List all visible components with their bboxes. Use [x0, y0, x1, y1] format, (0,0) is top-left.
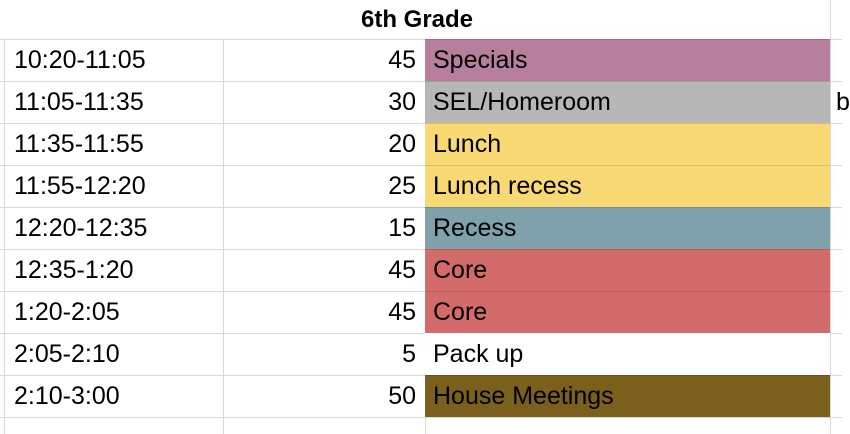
- time-cell[interactable]: 1:20-2:05: [14, 297, 120, 326]
- activity-cell[interactable]: Specials: [425, 39, 830, 81]
- overflow-cell-text[interactable]: b: [836, 87, 850, 116]
- minutes-cell[interactable]: 45: [388, 297, 416, 326]
- time-cell[interactable]: 12:20-12:35: [14, 213, 148, 242]
- table-row: [0, 81, 850, 123]
- minutes-cell[interactable]: 5: [402, 339, 416, 368]
- time-cell[interactable]: 2:05-2:10: [14, 339, 120, 368]
- table-row: [0, 39, 842, 81]
- minutes-cell[interactable]: 20: [388, 129, 416, 158]
- time-cell[interactable]: 10:20-11:05: [14, 45, 146, 74]
- activity-cell[interactable]: SEL/Homeroom: [425, 81, 830, 123]
- minutes-cell[interactable]: 15: [388, 213, 416, 242]
- table-row: [0, 165, 842, 207]
- activity-cell[interactable]: Core: [425, 291, 830, 333]
- time-cell[interactable]: 11:35-11:55: [14, 129, 144, 158]
- table-row: [0, 123, 842, 165]
- header-cell-6th-grade[interactable]: 6th Grade: [4, 0, 830, 39]
- minutes-cell[interactable]: 25: [388, 171, 416, 200]
- activity-cell[interactable]: Lunch recess: [425, 165, 830, 207]
- minutes-cell[interactable]: 45: [388, 255, 416, 284]
- time-cell[interactable]: 11:05-11:35: [14, 87, 144, 116]
- activity-cell[interactable]: Lunch: [425, 123, 830, 165]
- table-row: [0, 375, 842, 417]
- table-row: [0, 249, 842, 291]
- time-cell[interactable]: 11:55-12:20: [14, 171, 146, 200]
- activity-cell[interactable]: Pack up: [425, 333, 830, 375]
- table-row: [0, 207, 842, 249]
- activity-cell[interactable]: Recess: [425, 207, 830, 249]
- activity-cell[interactable]: House Meetings: [425, 375, 830, 417]
- grid-line: [0, 417, 842, 418]
- table-row: [0, 333, 842, 375]
- time-cell[interactable]: 2:10-3:00: [14, 381, 120, 410]
- table-row: [0, 291, 842, 333]
- minutes-cell[interactable]: 30: [388, 87, 416, 116]
- minutes-cell[interactable]: 45: [388, 45, 416, 74]
- minutes-cell[interactable]: 50: [388, 381, 416, 410]
- activity-cell[interactable]: Core: [425, 249, 830, 291]
- time-cell[interactable]: 12:35-1:20: [14, 255, 134, 284]
